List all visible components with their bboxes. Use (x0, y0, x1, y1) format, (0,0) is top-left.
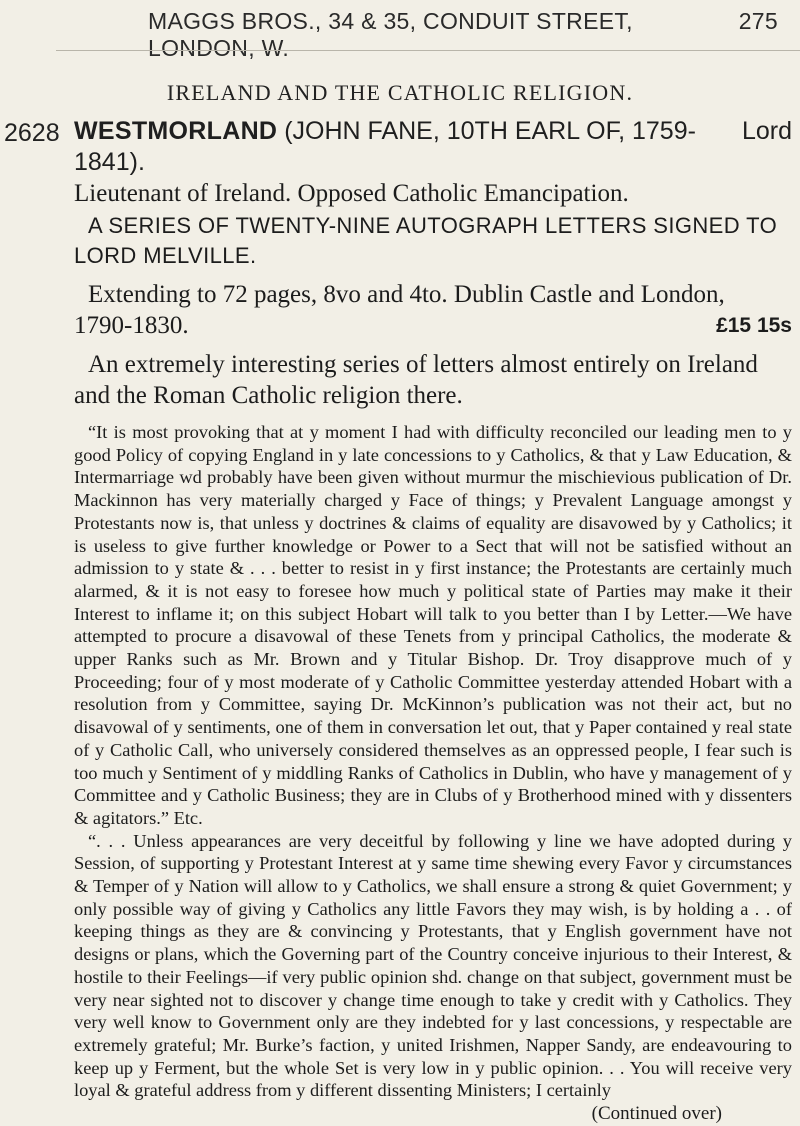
entry-subheading: Lieutenant of Ireland. Opposed Catholic Emancipation. (74, 180, 629, 207)
entry-heading (74, 116, 792, 178)
heading-end: Lord (741, 117, 792, 145)
running-head (148, 8, 778, 62)
lot-number: 2628 (4, 119, 60, 147)
price: £15 15s (716, 314, 792, 337)
entry-heading-rest: (JOHN FANE, 10TH EARL OF, 1759-1841). (74, 117, 696, 176)
catalogue-entry (74, 116, 792, 1126)
series-title: A SERIES OF TWENTY-NINE AUTOGRAPH LETTERS SIGNED TO LORD MELVILLE. (74, 213, 778, 268)
header-rule (56, 50, 800, 51)
quote-paragraph-1: “It is most provoking that at y moment I had with difficulty reconciled our leading men to y good Policy of copying England in y late concessions to y Catholics, & that y Law Education, & Intermarriage wd probably have been given without murmur the mischievious publication of Dr. Mackinnon has very materially charged y Face of things; y Prevalent Language amongst y Protestants now is, that unless y doctrines & claims of equality are disavowed by y Catholics; it is useless to give further knowledge or Power to a Sect that will not be satisfied without an admission to y state & . . . better to resist in y first instance; the Protestants are certainly much alarmed, & it is not easy to foresee how much y political state of Parties may make it their Interest to inflame it; on this subject Hobart will talk to you better than I by Letter.—We have attempted to procure a disavowal of these Tenets from y principal Catholics, the moderate & upper Ranks such as Mr. Brown and y Titular Bishop. Dr. Troy disapprove much of y Proceeding; four of y most moderate of y Catholic Committee yesterday attended Hobart with a resolution from y Committee, saying Dr. McKinnon’s publication was not their act, but no disavowal of y sentiments, one of them in conversation let out, that y Paper contained y real state of y Catholic Call, who universely considered themselves as an oppressed people, I fear such is too much y Sentiment of y middling Ranks of Catholics in Dublin, who have y management of y Committee and y Catholic Business; they are in Clubs of y Brotherhood mined with y dissenters & agitators.” Etc. (74, 422, 792, 828)
dates: 1790-1830. (74, 312, 189, 339)
page-number: 275 (738, 8, 778, 34)
quote-paragraph-2: “. . . Unless appearances are very deceitful by following y line we have adopted during y Session, of supporting y Protestant Interest at y same time shewing every Favor y circumstances & Temper of y Nation will allow to y Catholics, we shall ensure a strong & quiet Government; y only possible way of giving y Catholics any little Favors they may wish, is by holding a . . of keeping things as they are & convincing y Protestants, that y English government have not designs or plans, which the Governing part of the Country conceive injurious to their Interest, & hostile to their Feelings—if very public opinion shd. change on that subject, government must be very near sighted not to discover y change time enough to take y credit with y Catholics. They very well know to Government only are they indebted for y last concessions, y respectable are extremely grateful; Mr. Burke’s faction, y united Irishmen, Napper Sandy, are endeavouring to keep up y Ferment, but the whole Set is very low in y public opinion. . . You will receive very loyal & grateful address from y different dissenting Ministers; I certainly (74, 830, 792, 1101)
extent: Extending to 72 pages, 8vo and 4to. Dublin Castle and London, (88, 281, 725, 308)
section-title: IRELAND AND THE CATHOLIC RELIGION. (166, 80, 634, 105)
running-head-text: MAGGS BROS., 34 & 35, CONDUIT STREET, LONDON, W. (148, 8, 633, 61)
description: An extremely interesting series of letters almost entirely on Ireland and the Roman Catholic religion there. (74, 351, 758, 409)
entry-name: WESTMORLAND (74, 117, 278, 145)
continued-note: (Continued over) (591, 1103, 722, 1125)
dates-price-line (74, 310, 792, 341)
